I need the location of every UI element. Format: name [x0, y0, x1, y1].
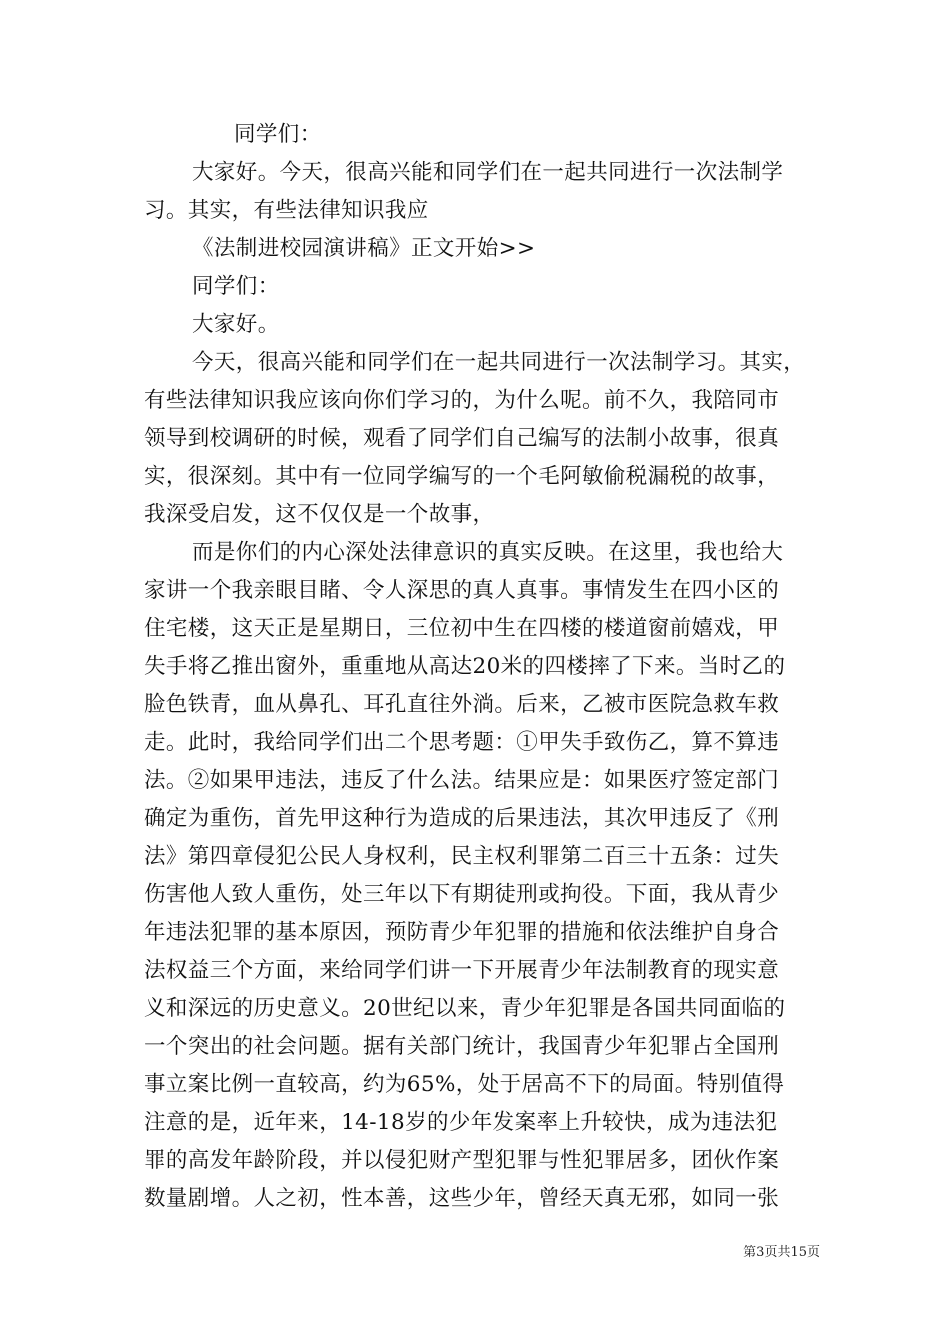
text-line: 法。②如果甲违法，违反了什么法。结果应是：如果医疗签定部门 [144, 768, 780, 793]
text-line: 罪的高发年龄阶段，并以侵犯财产型犯罪与性犯罪居多，团伙作案 [144, 1148, 780, 1173]
text-line: 法权益三个方面，来给同学们讲一下开展青少年法制教育的现实意 [144, 958, 780, 983]
text-line: 大家好。 [192, 312, 280, 337]
greeting-line: 同学们： [192, 274, 280, 299]
text-line: 确定为重伤，首先甲这种行为造成的后果违法，其次甲违反了《刑 [144, 806, 780, 831]
text-line: 领导到校调研的时候，观看了同学们自己编写的法制小故事，很真 [144, 426, 780, 451]
text-line: 法》第四章侵犯公民人身权利，民主权利罪第二百三十五条：过失 [144, 844, 780, 869]
text-line: 家讲一个我亲眼目睹、令人深思的真人真事。事情发生在四小区的 [144, 578, 780, 603]
text-line: 失手将乙推出窗外，重重地从高达20米的四楼摔了下来。当时乙的 [144, 654, 786, 679]
text-line: 习。其实，有些法律知识我应 [144, 198, 429, 223]
text-line: 一个突出的社会问题。据有关部门统计，我国青少年犯罪占全国刑 [144, 1034, 780, 1059]
text-line: 数量剧增。人之初，性本善，这些少年，曾经天真无邪，如同一张 [144, 1186, 780, 1211]
greeting-line: 同学们： [234, 122, 322, 147]
text-line: 注意的是，近年来，14-18岁的少年发案率上升较快，成为违法犯 [144, 1110, 778, 1135]
text-line: 实，很深刻。其中有一位同学编写的一个毛阿敏偷税漏税的故事， [144, 464, 780, 489]
text-line: 事立案比例一直较高，约为65%，处于居高不下的局面。特别值得 [144, 1072, 785, 1097]
text-line: 走。此时，我给同学们出二个思考题：①甲失手致伤乙，算不算违 [144, 730, 780, 755]
text-line: 我深受启发，这不仅仅是一个故事， [144, 502, 495, 527]
text-line: 义和深远的历史意义。20世纪以来，青少年犯罪是各国共同面临的 [144, 996, 786, 1021]
section-heading: 《法制进校园演讲稿》正文开始>> [192, 236, 536, 261]
text-line: 住宅楼，这天正是星期日，三位初中生在四楼的楼道窗前嬉戏，甲 [144, 616, 780, 641]
text-line: 年违法犯罪的基本原因，预防青少年犯罪的措施和依法维护自身合 [144, 920, 780, 945]
text-line: 有些法律知识我应该向你们学习的，为什么呢。前不久，我陪同市 [144, 388, 780, 413]
text-line: 今天，很高兴能和同学们在一起共同进行一次法制学习。其实， [192, 350, 806, 375]
text-line: 伤害他人致人重伤，处三年以下有期徒刑或拘役。下面，我从青少 [144, 882, 780, 907]
text-line: 而是你们的内心深处法律意识的真实反映。在这里，我也给大 [192, 540, 784, 565]
text-line: 脸色铁青，血从鼻孔、耳孔直往外淌。后来，乙被市医院急救车救 [144, 692, 780, 717]
document-body [144, 116, 816, 1218]
text-line: 大家好。今天，很高兴能和同学们在一起共同进行一次法制学 [192, 160, 784, 185]
page-number: 第3页共15页 [743, 1245, 820, 1260]
